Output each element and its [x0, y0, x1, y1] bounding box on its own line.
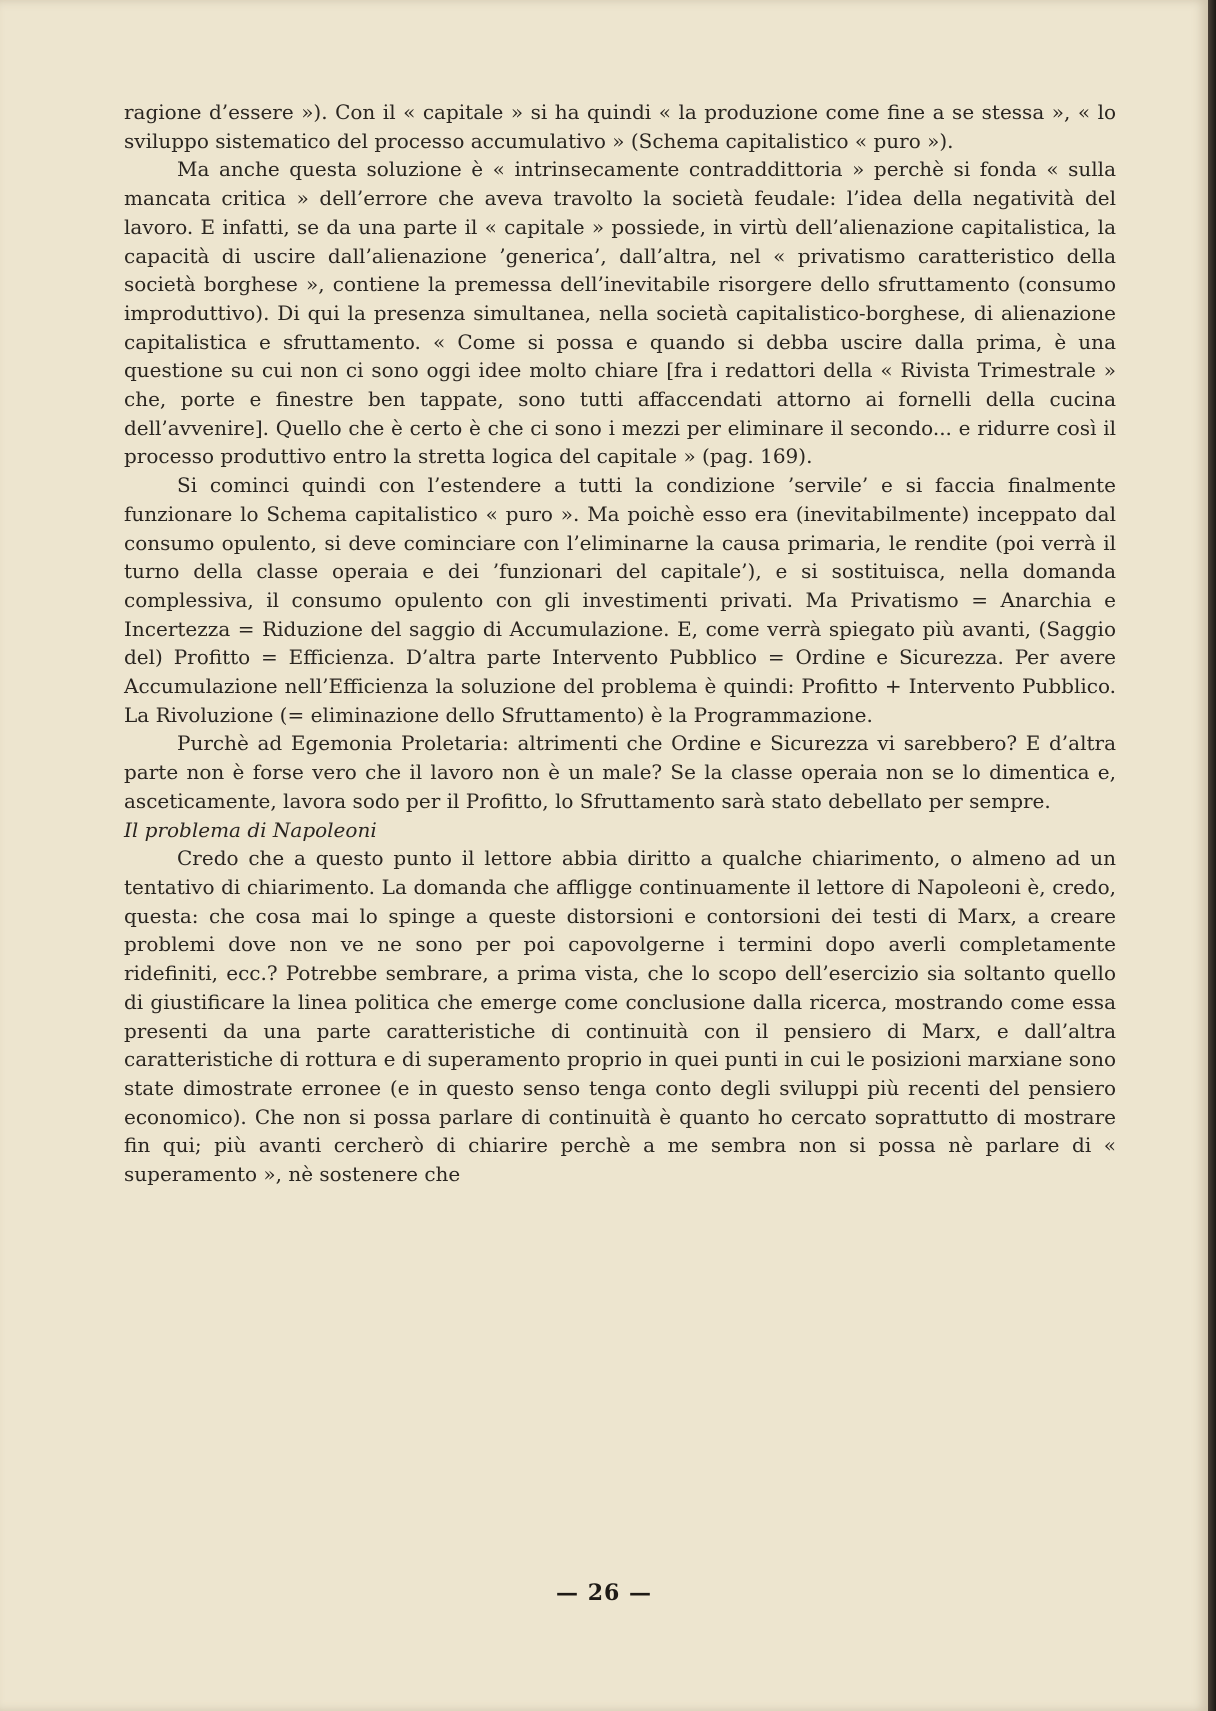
section-heading: Il problema di Napoleoni	[124, 817, 377, 842]
paragraph: Si cominci quindi con l’estendere a tutti la condizione ’servile’ e si faccia finalmente funzionare lo Schema capitalistico « puro ». Ma poichè esso era (inevitabilmente) inceppato dal consumo opulento, si deve cominciare con l’eliminarne la causa primaria, le rendite (poi verrà il turno della classe operaia e dei ’funzionari del capitale’), e si sostituisca, nella domanda complessiva, il consumo opulento con gli investimenti privati. Ma Privatismo = Anarchia e Incertezza = Riduzione del saggio di Accumulazione. E, come verrà spiegato più avanti, (Saggio del) Profitto = Efficienza. D’altra parte Intervento Pubblico = Ordine e Sicurezza. Per avere Accumulazione nell’Efficienza la soluzione del problema è quindi: Profitto + Intervento Pubblico. La Rivoluzione (= eliminazione dello Sfruttamento) è la Programmazione.	[124, 473, 1116, 727]
page-number: — 26 —	[556, 1580, 652, 1606]
paragraph: Credo che a questo punto il lettore abbia diritto a qualche chiarimento, o almeno ad un tentativo di chiarimento. La domanda che affligge continuamente il lettore di Napoleoni è, credo, questa: che cosa mai lo spinge a queste distorsioni e contorsioni dei testi di Marx, a creare problemi dove non ve ne sono per poi capovolgerne i termini dopo averli completamente ridefiniti, ecc.? Potrebbe sembrare, a prima vista, che lo scopo dell’esercizio sia soltanto quello di giustificare la linea politica che emerge come conclusione dalla ricerca, mostrando come essa presenti da una parte caratteristiche di continuità con il pensiero di Marx, e dall’altra caratteristiche di rottura e di superamento proprio in quei punti in cui le posizioni marxiane sono state dimostrate erronee (e in questo senso tenga conto degli sviluppi più recenti del pensiero economico). Che non si possa parlare di continuità è quanto ho cercato soprattutto di mostrare fin qui; più avanti cercherò di chiarire perchè a me sembra non si possa nè parlare di « superamento », nè sostenere che	[124, 846, 1116, 1187]
paragraph-continuation: ragione d’essere »). Con il « capitale » si ha quindi « la produzione come fine a se stessa », « lo sviluppo sistematico del processo accumulativo » (Schema capitalistico « puro »).	[124, 100, 1116, 153]
paragraph: Purchè ad Egemonia Proletaria: altrimenti che Ordine e Sicurezza vi sarebbero? E d’altra parte non è forse vero che il lavoro non è un male? Se la classe operaia non se lo dimentica e, asceticamente, lavora sodo per il Profitto, lo Sfruttamento sarà stato debellato per sempre.	[124, 731, 1116, 813]
page-edge-shadow	[1208, 0, 1216, 1711]
page-text	[124, 98, 1116, 1189]
paragraph: Ma anche questa soluzione è « intrinsecamente contraddittoria » perchè si fonda « sulla mancata critica » dell’errore che aveva travolto la società feudale: l’idea della negatività del lavoro. E infatti, se da una parte il « capitale » possiede, in virtù dell’alienazione capitalistica, la capacità di uscire dall’alienazione ’generica’, dall’altra, nel « privatismo caratteristico della società borghese », contiene la premessa dell’inevitabile risorgere dello sfruttamento (consumo improduttivo). Di qui la presenza simultanea, nella società capitalistico-borghese, di alienazione capitalistica e sfruttamento. « Come si possa e quando si debba uscire dalla prima, è una questione su cui non ci sono oggi idee molto chiare [fra i redattori della « Rivista Trimestrale » che, porte e finestre ben tappate, sono tutti affaccendati attorno ai fornelli della cucina dell’avvenire]. Quello che è certo è che ci sono i mezzi per eliminare il secondo... e ridurre così il processo produttivo entro la stretta logica del capitale » (pag. 169).	[124, 157, 1116, 469]
